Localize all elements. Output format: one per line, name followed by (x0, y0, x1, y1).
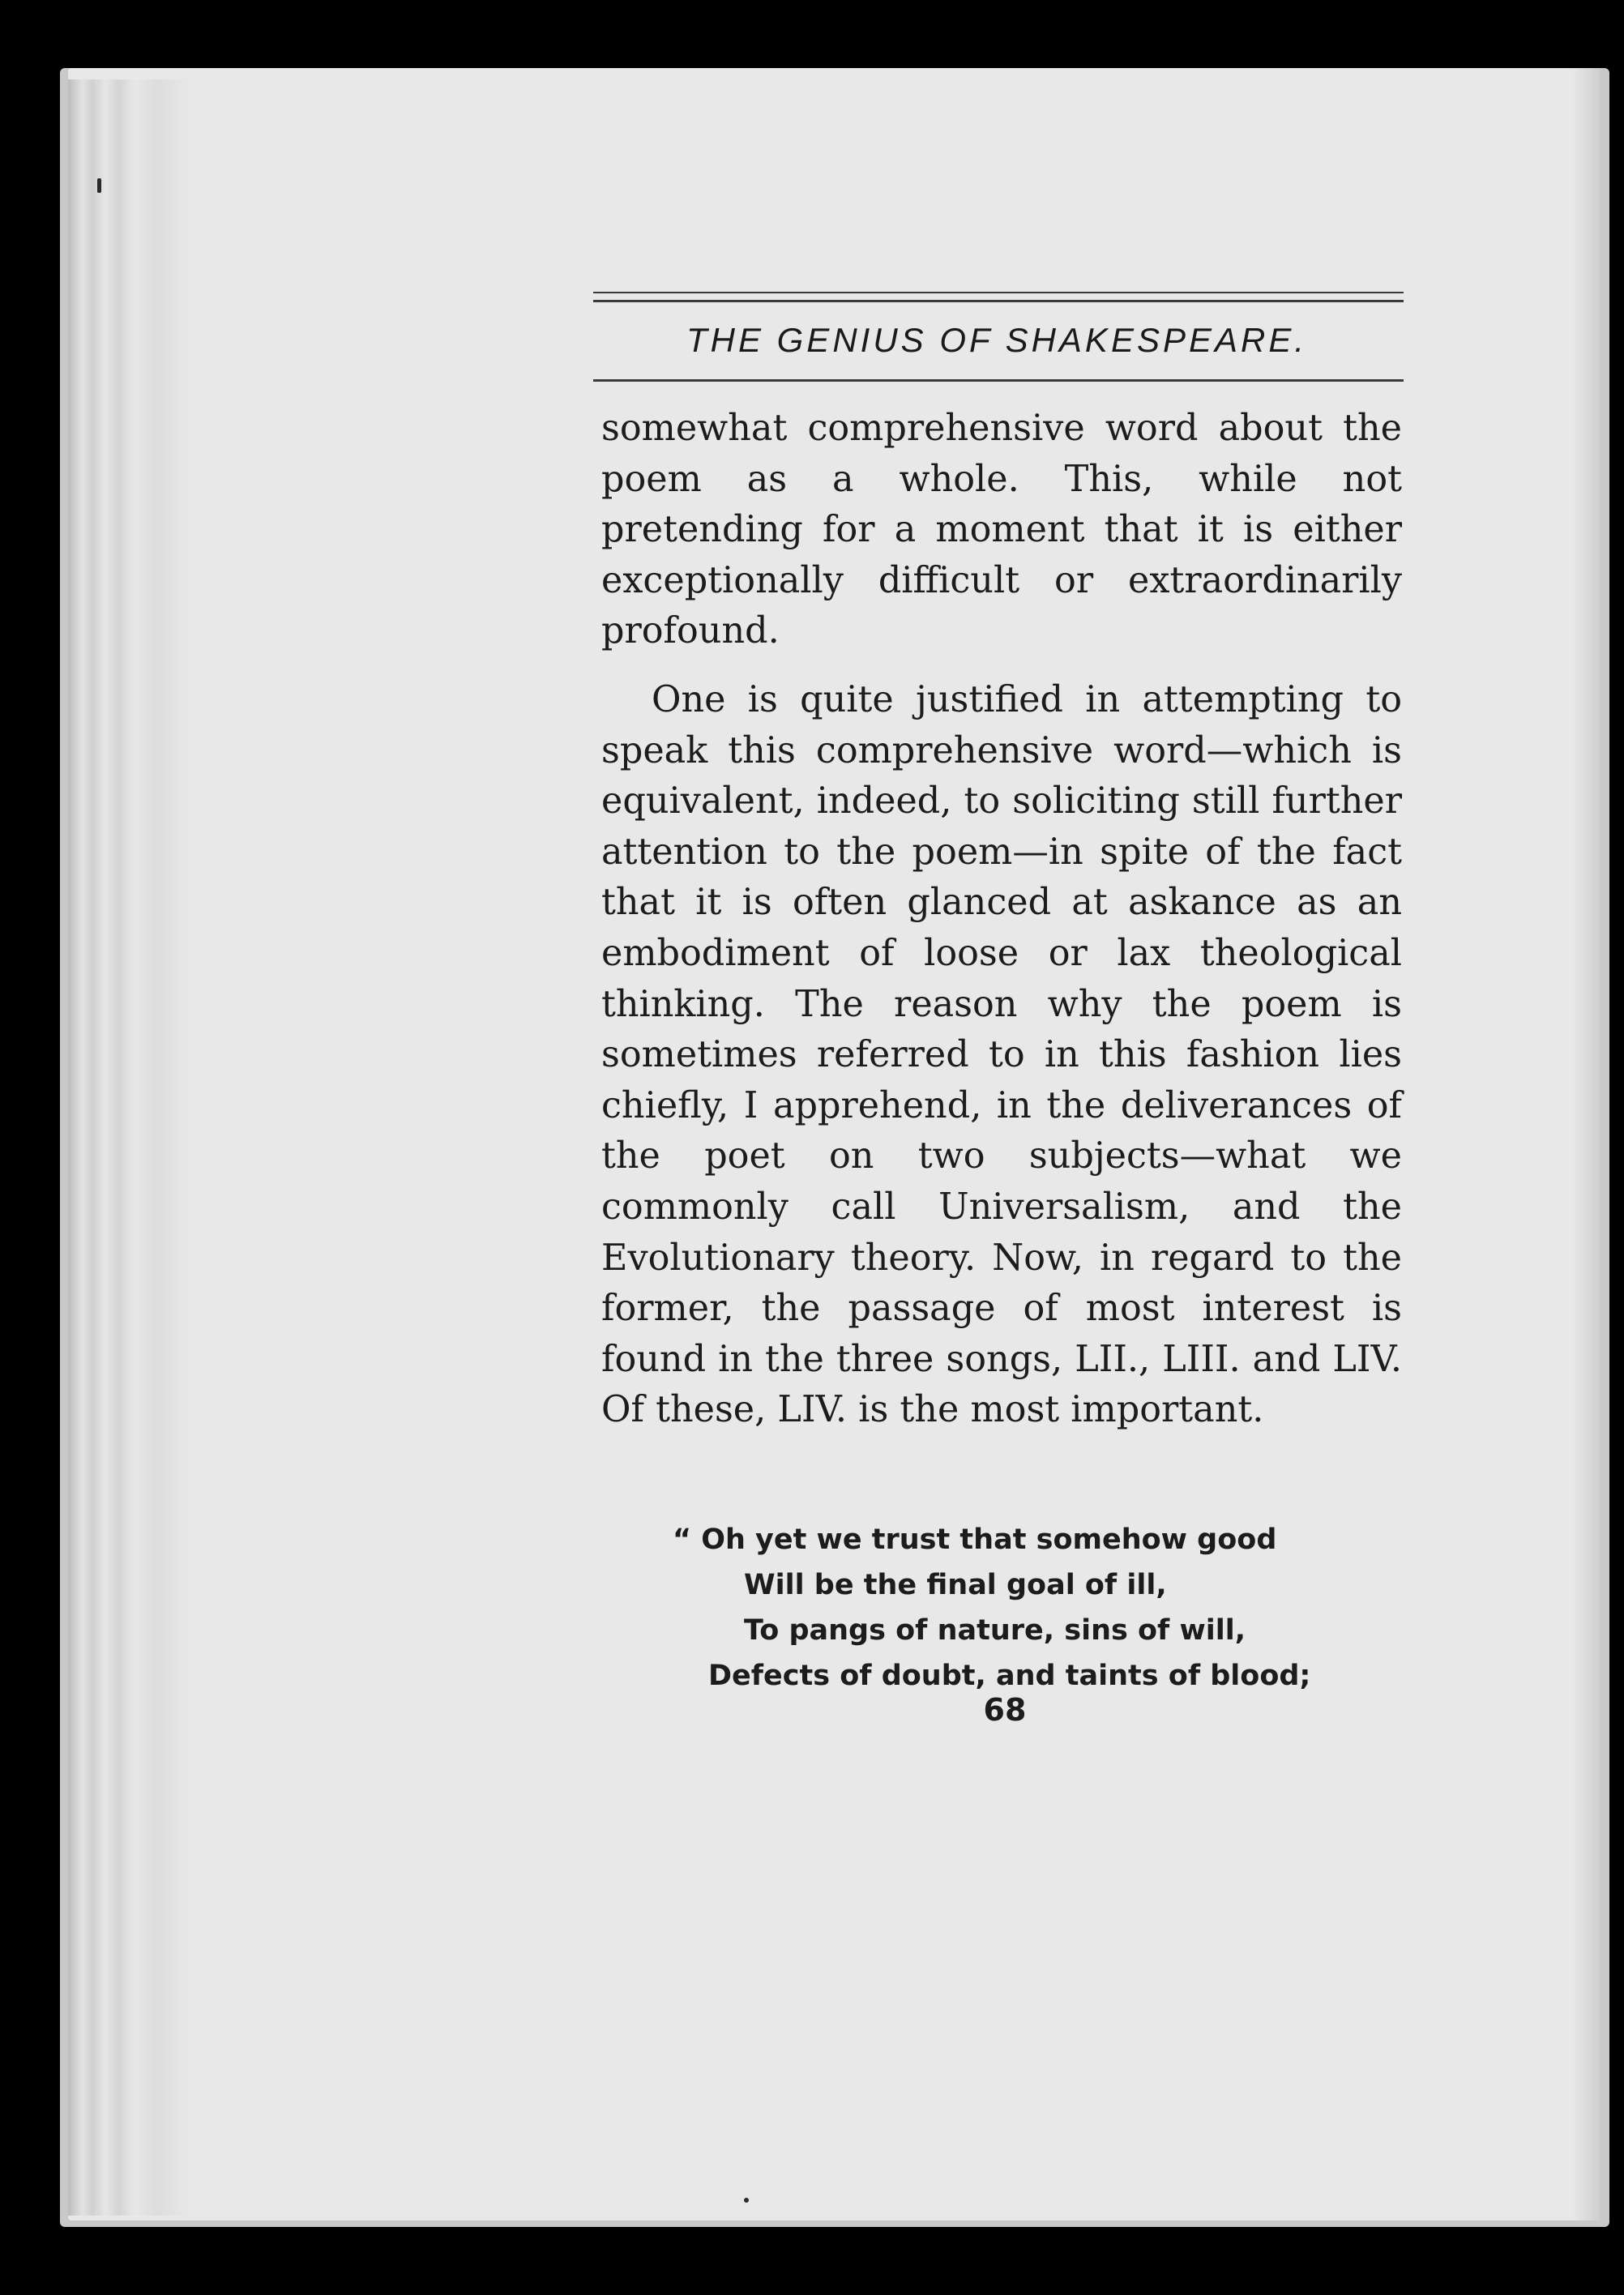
page-number: 68 (983, 1692, 1027, 1728)
verse-line: Defects of doubt, and taints of blood; (708, 1660, 1311, 1692)
header-rule-top (593, 292, 1404, 293)
page-edge-shadow (1572, 68, 1600, 2220)
paragraph: somewhat comprehensive word about the poem as a whole. This, while not pretending for a moment that it is either exceptionally difficult or extraordinarily profound. (601, 408, 1402, 652)
header-rule-bottom (593, 379, 1404, 382)
verse-line: Will be the final goal of ill, (744, 1569, 1167, 1601)
page-gutter (68, 79, 190, 2216)
verse-quotation (673, 1517, 1402, 1699)
scan-speck (744, 2198, 749, 2203)
running-head: THE GENIUS OF SHAKESPEARE. (686, 321, 1308, 359)
verse-line: “ Oh yet we trust that somehow good (673, 1524, 1277, 1556)
verse-line: To pangs of nature, sins of will, (744, 1614, 1246, 1647)
scan-speck (97, 178, 101, 193)
paragraph: One is quite justified in attempting to speak this comprehensive word—which is equivalent, indeed, to soliciting still further attention to the poem—in spite of the fact that it is often glanced at askance as an embodiment of loose or lax theological thinking. The reason why the poem is sometimes referred to in this fashion lies chiefly, I apprehend, in the deliverances of the poet on two subjects—what we commonly call Universalism, and the Evolutionary theory. Now, in regard to the former, the passage of most interest is found in the three songs, LII., LIII. and LIV. Of these, LIV. is the most important. (601, 678, 1402, 1431)
body-text (601, 404, 1402, 1436)
header-rule-top-double (593, 300, 1404, 302)
